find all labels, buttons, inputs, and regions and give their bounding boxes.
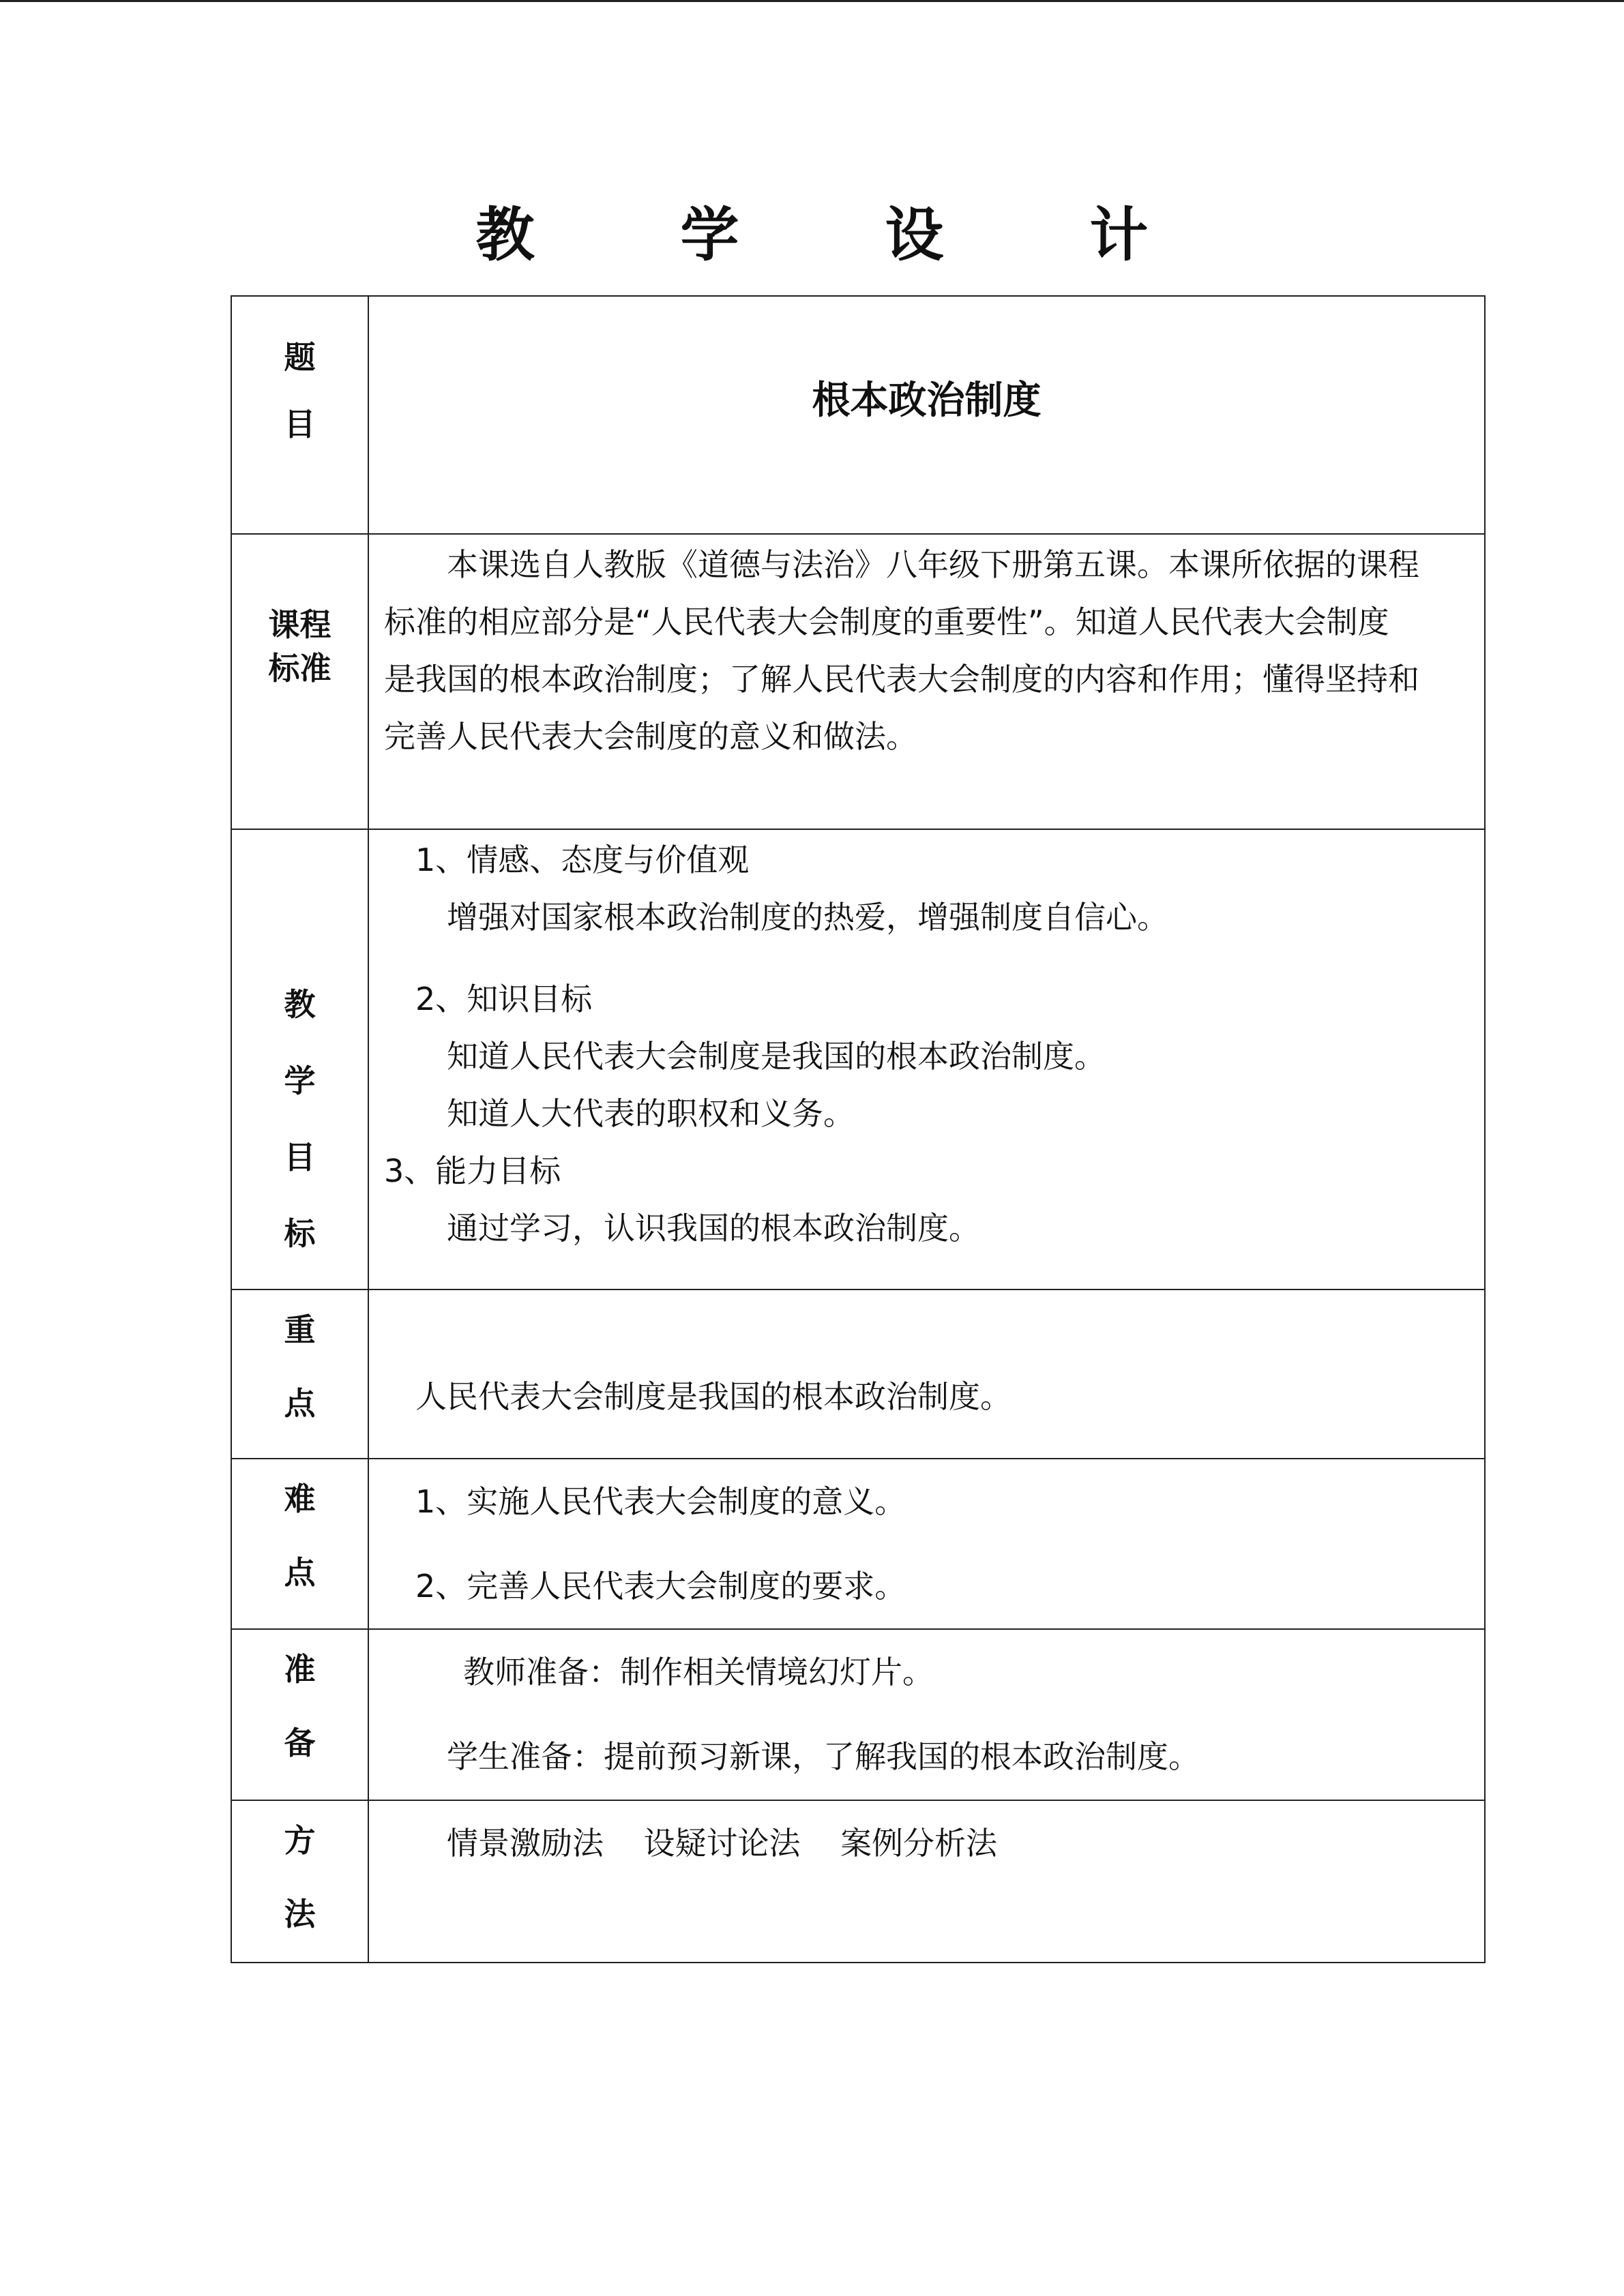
- methods-label-line: 方: [284, 1822, 316, 1859]
- objectives-label: [231, 829, 368, 1289]
- topic-value: 根本政治制度: [812, 378, 1042, 423]
- preparation-cell: [368, 1629, 1485, 1800]
- objectives-row: [231, 829, 1485, 1289]
- topic-cell: [368, 296, 1485, 534]
- objectives-label-line: 教: [284, 986, 316, 1023]
- preparation-row: [231, 1629, 1485, 1800]
- topic-label: [231, 296, 368, 534]
- methods-row: [231, 1800, 1485, 1963]
- curriculum-label: [231, 534, 368, 829]
- objective-heading: 3、能力目标: [384, 1152, 561, 1189]
- objective-detail: 知道人大代表的职权和义务。: [447, 1095, 855, 1132]
- lesson-design-table: [231, 295, 1486, 1963]
- difficulty-item: 2、完善人民代表大会制度的要求。: [415, 1568, 906, 1605]
- page-top-rule: [0, 0, 1624, 2]
- difficulties-label: [231, 1459, 368, 1629]
- methods-label: [231, 1800, 368, 1963]
- key-points-row: [231, 1289, 1485, 1459]
- difficulties-label-line: 难: [284, 1480, 316, 1517]
- curriculum-cell: [368, 534, 1485, 829]
- key-points-label: [231, 1289, 368, 1459]
- objectives-cell: [368, 829, 1485, 1289]
- methods-label-line: 法: [284, 1896, 316, 1933]
- student-preparation: 学生准备：提前预习新课，了解我国的根本政治制度。: [447, 1738, 1200, 1775]
- methods-cell: [368, 1800, 1485, 1963]
- objective-heading: 1、情感、态度与价值观: [415, 841, 750, 878]
- objectives-label-line: 学: [284, 1062, 316, 1099]
- objective-detail: 通过学习，认识我国的根本政治制度。: [447, 1210, 980, 1247]
- difficulty-item: 1、实施人民代表大会制度的意义。: [415, 1483, 906, 1520]
- objective-heading: 2、知识目标: [415, 981, 593, 1017]
- key-points-label-line: 点: [284, 1385, 316, 1422]
- key-points-value: 人民代表大会制度是我国的根本政治制度。: [415, 1378, 1012, 1415]
- objectives-label-line: 标: [284, 1215, 316, 1252]
- curriculum-line: 标准的相应部分是“人民代表大会制度的重要性”。知道人民代表大会制度: [384, 603, 1389, 640]
- difficulties-label-line: 点: [284, 1554, 316, 1591]
- preparation-label: [231, 1629, 368, 1800]
- difficulties-cell: [368, 1459, 1485, 1629]
- curriculum-label-line: 课程: [268, 606, 331, 643]
- objective-detail: 增强对国家根本政治制度的热爱，增强制度自信心。: [447, 899, 1168, 936]
- key-points-cell: [368, 1289, 1485, 1459]
- objectives-label-line: 目: [284, 1139, 316, 1176]
- preparation-label-line: 准: [284, 1651, 316, 1688]
- preparation-label-line: 备: [284, 1725, 316, 1761]
- difficulties-row: [231, 1459, 1485, 1629]
- curriculum-label-line: 标准: [268, 650, 331, 687]
- key-points-label-line: 重: [284, 1311, 316, 1348]
- topic-row: [231, 296, 1485, 534]
- curriculum-line: 完善人民代表大会制度的意义和做法。: [384, 718, 917, 755]
- topic-label-line: 题: [284, 339, 316, 376]
- curriculum-row: [231, 534, 1485, 829]
- document-title: 教 学 设 计: [475, 201, 1211, 269]
- curriculum-line: 本课选自人教版《道德与法治》八年级下册第五课。本课所依据的课程: [447, 546, 1419, 583]
- objective-detail: 知道人民代表大会制度是我国的根本政治制度。: [447, 1038, 1106, 1075]
- teacher-preparation: 教师准备：制作相关情境幻灯片。: [463, 1654, 934, 1690]
- methods-value: 情景激励法 设疑讨论法 案例分析法: [447, 1825, 997, 1862]
- topic-label-line: 目: [284, 406, 316, 443]
- curriculum-line: 是我国的根本政治制度；了解人民代表大会制度的内容和作用；懂得坚持和: [384, 661, 1419, 698]
